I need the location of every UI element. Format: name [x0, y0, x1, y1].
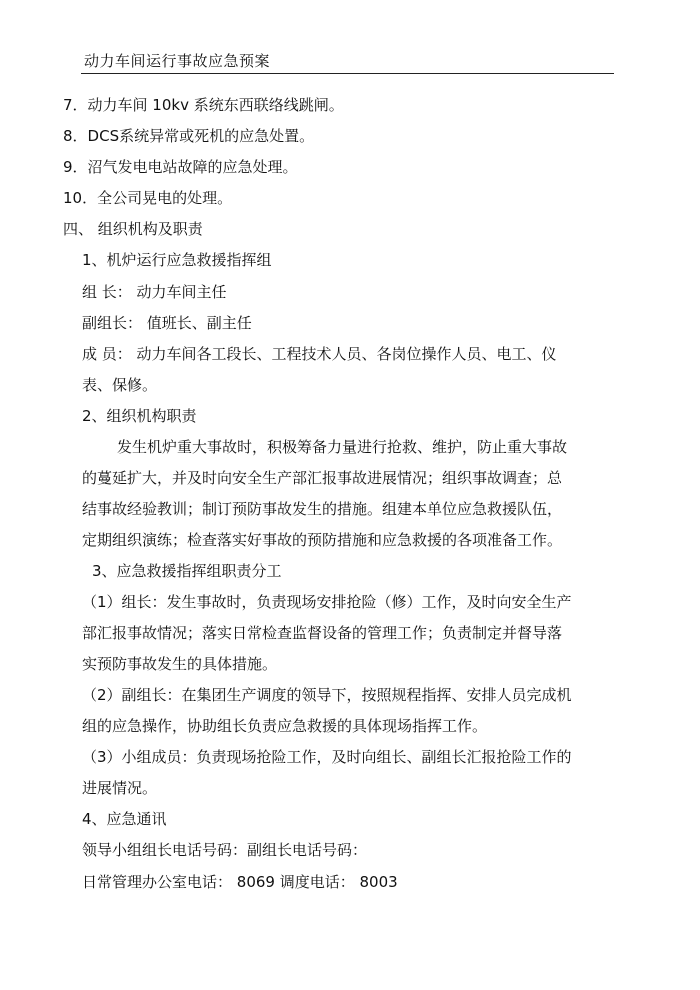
contact-phones: 领导小组组长电话号码：副组长电话号码：	[82, 841, 368, 859]
role-members-cont: 表、保修。	[82, 376, 158, 394]
list-item-9: 9．沼气发电电站故障的应急处理。	[63, 158, 298, 176]
duty-leader-cont: 实预防事故发生的具体措施。	[82, 655, 278, 673]
subsection-heading-4: 4、应急通讯	[82, 810, 167, 828]
list-item-7: 7．动力车间 10kv 系统东西联络线跳闸。	[63, 96, 344, 114]
paragraph-line: 的蔓延扩大，并及时向安全生产部汇报事故进展情况；组织事故调查；总	[82, 469, 563, 487]
paragraph-line: 发生机炉重大事故时，积极筹备力量进行抢救、维护，防止重大事故	[117, 438, 568, 456]
list-item-10: 10．全公司晃电的处理。	[63, 189, 233, 207]
role-deputy-leader: 副组长： 值班长、副主任	[82, 314, 252, 332]
duty-members-cont: 进展情况。	[82, 779, 158, 797]
duty-leader: （1）组长：发生事故时，负责现场安排抢险（修）工作，及时向安全生产	[82, 593, 572, 611]
page-header-title: 动力车间运行事故应急预案	[84, 52, 271, 70]
subsection-heading-2: 2、组织机构职责	[82, 407, 197, 425]
office-phones: 日常管理办公室电话： 8069 调度电话： 8003	[82, 873, 398, 891]
subsection-heading-1: 1、机炉运行应急救援指挥组	[82, 251, 272, 269]
paragraph-line: 结事故经验教训；制订预防事故发生的措施。组建本单位应急救援队伍，	[82, 500, 563, 518]
duty-members: （3）小组成员：负责现场抢险工作，及时向组长、副组长汇报抢险工作的	[82, 748, 572, 766]
duty-leader-cont: 部汇报事故情况；落实日常检查监督设备的管理工作；负责制定并督导落	[82, 624, 563, 642]
duty-deputy-cont: 组的应急操作，协助组长负责应急救援的具体现场指挥工作。	[82, 717, 488, 735]
section-heading-4: 四、 组织机构及职责	[63, 220, 203, 238]
list-item-8: 8．DCS系统异常或死机的应急处置。	[63, 127, 315, 145]
subsection-heading-3: 3、应急救援指挥组职责分工	[92, 562, 282, 580]
role-members: 成 员： 动力车间各工段长、工程技术人员、各岗位操作人员、电工、仪	[82, 345, 557, 363]
header-divider	[81, 73, 614, 74]
duty-deputy: （2）副组长：在集团生产调度的领导下，按照规程指挥、安排人员完成机	[82, 686, 572, 704]
paragraph-line: 定期组织演练；检查落实好事故的预防措施和应急救援的各项准备工作。	[82, 531, 563, 549]
role-leader: 组 长： 动力车间主任	[82, 283, 227, 301]
